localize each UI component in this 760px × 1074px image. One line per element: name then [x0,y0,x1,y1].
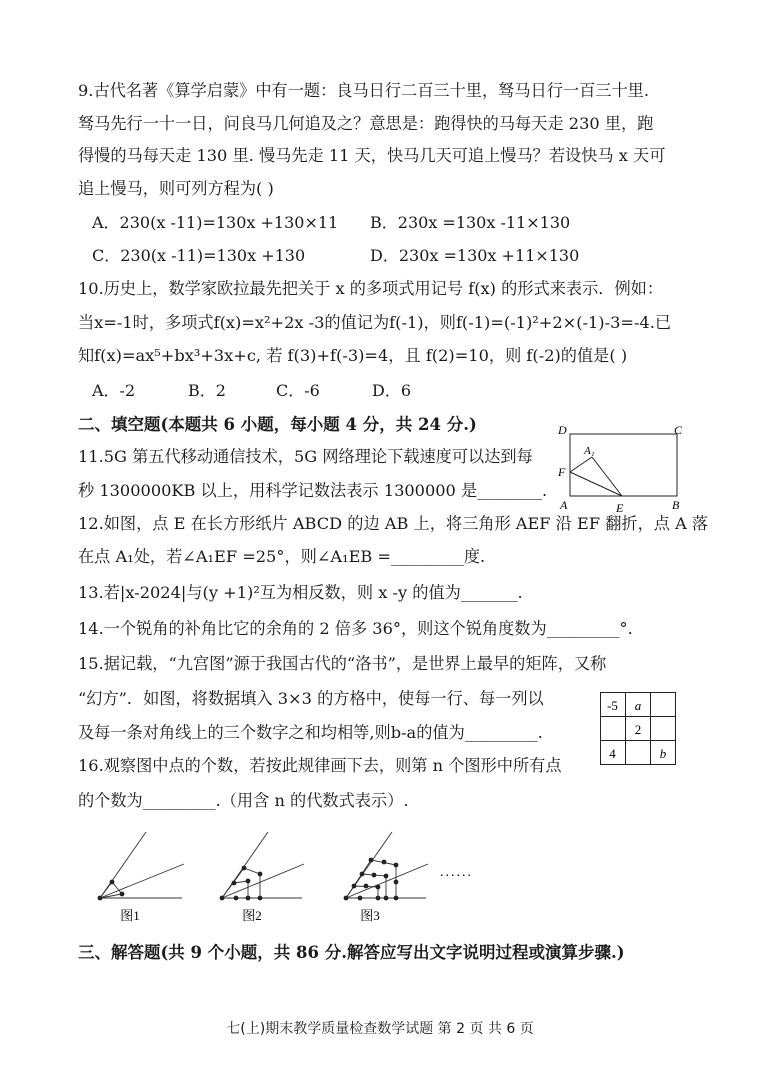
grid-cell-r2c2: 2 [634,722,642,737]
q10-option-b: B．2 [188,381,226,400]
figure-2-caption: 图2 [242,908,262,923]
q12-rectangle-figure [556,422,696,517]
label-f: F [558,465,566,479]
q13-line-1: 13.若|x-2024|与(y +1)²互为相反数，则 x -y 的值为_______. [78,583,523,602]
segment-a1e [592,457,622,496]
q14-line-1: 14.一个锐角的补角比它的余角的 2 倍多 36°，则这个锐角度数为_________°. [78,619,633,638]
q15-line-2: “幻方”．如图，将数据填入 3×3 的方格中，使每一行、每一列以 [78,689,544,708]
q12-line-1: 12.如图，点 E 在长方形纸片 ABCD 的边 AB 上，将三角形 AEF 沿 EF 翻折，点 A 落 [78,514,709,533]
q9-line-4: 追上慢马，则可列方程为( ) [78,179,274,198]
label-a: A [560,498,568,512]
q11-line-2: 秒 1300000KB 以上，用科学记数法表示 1300000 是________. [78,481,548,500]
grid-cell-r3c3: b [659,746,667,761]
q10-option-c: C．-6 [276,381,320,400]
q12-line-2: 在点 A₁处，若∠A₁EF =25°，则∠A₁EB =_________度. [78,547,486,566]
segment-fa1 [570,457,592,472]
figure-3-caption: 图3 [360,908,380,923]
label-d: D [558,423,567,437]
q9-option-c: C．230(x -11)=130x +130 [92,246,306,265]
label-e: E [616,501,624,515]
figure-ellipsis: ...... [440,865,473,880]
q9-line-3: 得慢的马每天走 130 里. 慢马先走 11 天，快马几天可追上慢马？若设快马 x 天可 [78,146,666,165]
label-c: C [674,423,683,437]
q9-line-2: 驽马先行一十一日，问良马几何追及之？意思是：跑得快的马每天走 230 里，跑 [78,114,654,133]
q16-dot-figures [0,820,760,930]
page-footer: 七(上)期末教学质量检查数学试题 第 2 页 共 6 页 [226,1021,534,1037]
q9-option-b: B．230x =130x -11×130 [370,213,571,232]
q16-line-1: 16.观察图中点的个数，若按此规律画下去，则第 n 个图形中所有点 [78,756,562,775]
q9-line-1: 9.古代名著《算学启蒙》中有一题：良马日行二百三十里，驽马日行一百三十里. [78,81,649,100]
grid-cell-r3c1: 4 [609,746,616,761]
q10-line-1: 10.历史上，数学家欧拉最先把关于 x 的多项式用记号 f(x) 的形式来表示．例如： [78,279,664,298]
magic-square-grid [600,692,676,766]
q15-line-3: 及每一条对角线上的三个数字之和均相等,则b-a的值为_________. [78,723,543,742]
q15-line-1: 15.据记载，“九宫图”源于我国古代的“洛书”，是世界上最早的矩阵，又称 [78,654,607,673]
q16-line-2: 的个数为_________.（用含 n 的代数式表示）. [78,791,409,810]
figure-1-caption: 图1 [120,908,140,923]
q11-line-1: 11.5G 第五代移动通信技术，5G 网络理论下载速度可以达到每 [78,447,533,466]
q10-line-2: 当x=-1时，多项式f(x)=x²+2x -3的值记为f(-1)，则f(-1)=(-1)²+2×(-1)-3=-4.已 [78,313,672,332]
q9-option-d: D．230x =130x +11×130 [370,246,580,265]
q10-option-a: A．-2 [92,381,136,400]
label-b: B [672,498,680,512]
grid-cell-r1c2: a [634,698,642,713]
rectangle-abcd [570,434,677,496]
q9-option-a: A．230(x -11)=130x +130×11 [92,213,339,232]
label-a1: A₁ [584,445,595,457]
q10-option-d: D．6 [372,381,412,400]
grid-cell-r1c1: -5 [607,698,618,713]
fold-line-ef [570,472,622,496]
section-3-heading: 三、解答题(共 9 个小题，共 86 分.解答应写出文字说明过程或演算步骤.) [78,943,625,962]
q10-line-3: 知f(x)=ax⁵+bx³+3x+c, 若 f(3)+f(-3)=4，且 f(2)=10，则 f(-2)的值是( ) [78,346,628,365]
section-2-heading: 二、填空题(本题共 6 小题，每小题 4 分，共 24 分.) [78,415,477,434]
